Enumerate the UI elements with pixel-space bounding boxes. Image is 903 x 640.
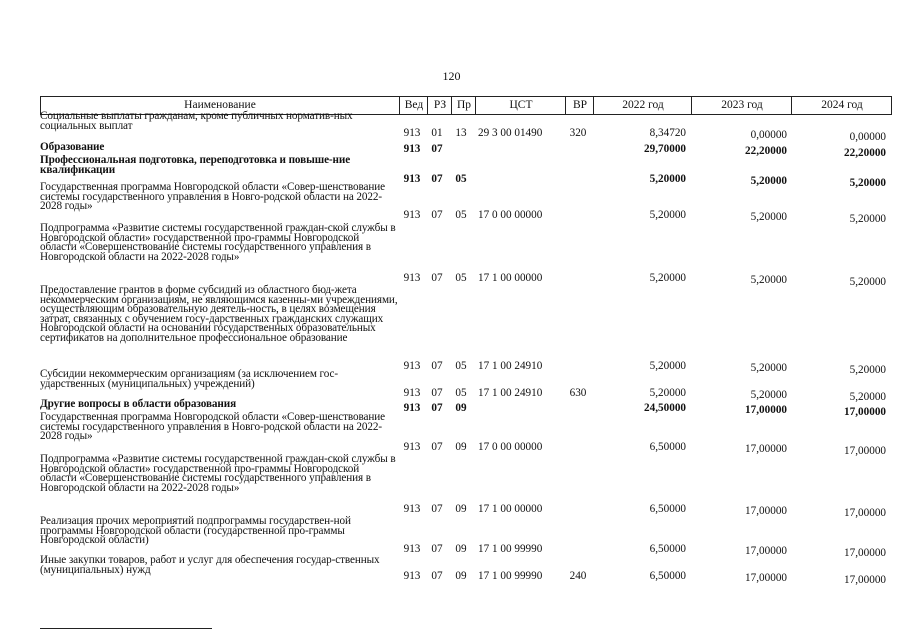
row-ved: 913 <box>403 503 421 515</box>
row-rz: 07 <box>431 441 443 453</box>
row-rz: 07 <box>431 173 443 185</box>
row-y2023: 17,00000 <box>745 404 787 416</box>
row-vr: 630 <box>569 387 587 399</box>
col-header-2023: 2023 год <box>691 97 792 114</box>
row-pr: 05 <box>455 272 467 284</box>
row-rz: 07 <box>431 570 443 582</box>
row-y2024: 17,00000 <box>844 406 886 418</box>
row-y2023: 22,20000 <box>745 145 787 157</box>
row-name: Государственная программа Новгородской области «Совер-шенствование системы государственного управления в Новго-родской области на 2022-2028 годы» <box>40 411 386 443</box>
row-name: Государственная программа Новгородской области «Совер-шенствование системы государственного управления в Новго-родской области на 2022-2028 годы» <box>40 181 386 213</box>
row-cst: 29 3 00 01490 <box>478 127 543 139</box>
row-pr: 09 <box>455 543 467 555</box>
row-y2023: 5,20000 <box>750 362 787 374</box>
col-header-vr: ВР <box>565 97 594 114</box>
row-cst: 17 1 00 99990 <box>478 543 543 555</box>
row-y2023: 5,20000 <box>750 274 787 286</box>
row-rz: 07 <box>431 402 443 414</box>
col-header-ved: Вед <box>399 97 428 114</box>
row-y2022: 29,70000 <box>644 143 686 155</box>
row-y2023: 5,20000 <box>750 211 787 223</box>
row-name: Субсидии некоммерческим организациям (за исключением гос-ударственных (муниципальных) учреждений) <box>40 368 338 390</box>
row-ved: 913 <box>403 143 421 155</box>
row-cst: 17 0 00 00000 <box>478 209 543 221</box>
row-ved: 913 <box>403 387 421 399</box>
row-cst: 17 1 00 00000 <box>478 272 543 284</box>
row-rz: 01 <box>431 127 443 139</box>
row-ved: 913 <box>403 441 421 453</box>
row-name: Реализация прочих мероприятий подпрограммы государствен-ной программы Новгородской области (государственной про-граммы Новгородской области) <box>40 515 351 547</box>
col-header-pr: Пр <box>451 97 476 114</box>
row-y2022: 6,50000 <box>649 503 686 515</box>
col-header-2024: 2024 год <box>791 97 892 114</box>
row-name: Подпрограмма «Развитие системы государственной граждан-ской службы в Новгородской области» государственной про-граммы Новгородской области «Совершенствование системы государственного управления в Новгородской области на 2022-2028 годы» <box>40 453 396 494</box>
row-pr: 05 <box>455 360 467 372</box>
row-ved: 913 <box>403 127 421 139</box>
row-y2024: 5,20000 <box>849 364 886 376</box>
row-y2023: 5,20000 <box>750 175 787 187</box>
row-ved: 913 <box>403 543 421 555</box>
row-y2024: 17,00000 <box>844 507 886 519</box>
row-pr: 09 <box>455 441 467 453</box>
row-rz: 07 <box>431 543 443 555</box>
row-y2023: 0,00000 <box>750 129 787 141</box>
row-y2024: 17,00000 <box>844 574 886 586</box>
col-header-name: Наименование <box>184 99 256 111</box>
row-pr: 13 <box>455 127 467 139</box>
row-y2022: 6,50000 <box>649 570 686 582</box>
row-y2024: 0,00000 <box>849 131 886 143</box>
row-y2022: 5,20000 <box>649 173 686 185</box>
row-ved: 913 <box>403 272 421 284</box>
row-ved: 913 <box>403 402 421 414</box>
row-rz: 07 <box>431 272 443 284</box>
row-cst: 17 1 00 99990 <box>478 570 543 582</box>
row-cst: 17 1 00 24910 <box>478 387 543 399</box>
row-y2023: 17,00000 <box>745 505 787 517</box>
row-y2024: 5,20000 <box>849 213 886 225</box>
row-vr: 240 <box>569 570 587 582</box>
row-y2023: 5,20000 <box>750 389 787 401</box>
row-cst: 17 1 00 24910 <box>478 360 543 372</box>
row-name: Подпрограмма «Развитие системы государственной граждан-ской службы в Новгородской области» государственной про-граммы Новгородской области «Совершенствование системы государственного управления в Новгородской области на 2022-2028 годы» <box>40 222 396 263</box>
row-pr: 09 <box>455 402 467 414</box>
row-pr: 05 <box>455 173 467 185</box>
row-vr: 320 <box>569 127 587 139</box>
row-rz: 07 <box>431 503 443 515</box>
row-y2022: 5,20000 <box>649 272 686 284</box>
row-y2024: 17,00000 <box>844 547 886 559</box>
row-pr: 05 <box>455 209 467 221</box>
row-rz: 07 <box>431 360 443 372</box>
row-y2022: 8,34720 <box>649 127 686 139</box>
row-name: Социальные выплаты гражданам, кроме публичных норматив-ных социальных выплат <box>40 110 353 132</box>
row-name: Другие вопросы в области образования <box>40 398 237 410</box>
row-y2024: 22,20000 <box>844 147 886 159</box>
row-y2023: 17,00000 <box>745 443 787 455</box>
row-rz: 07 <box>431 143 443 155</box>
row-cst: 17 1 00 00000 <box>478 503 543 515</box>
row-rz: 07 <box>431 209 443 221</box>
row-name: Предоставление грантов в форме субсидий из областного бюд-жета некоммерческим организациям, не являющимся казенны-ми учреждениями, осуществляющим образовательную деятель-ность, в целях возмещения затрат, связанных с обучением госу-дарственных гражданских служащих Новгородской области на основании государственных образовательных сертификатов на дополнительное профессиональное образование <box>40 284 398 344</box>
col-header-2022: 2022 год <box>593 97 692 114</box>
row-y2024: 5,20000 <box>849 177 886 189</box>
row-y2023: 17,00000 <box>745 545 787 557</box>
row-rz: 07 <box>431 387 443 399</box>
row-y2022: 6,50000 <box>649 543 686 555</box>
page-number: 120 <box>442 69 461 83</box>
row-y2024: 5,20000 <box>849 276 886 288</box>
row-ved: 913 <box>403 570 421 582</box>
col-header-cst: ЦСТ <box>475 97 566 114</box>
row-y2023: 17,00000 <box>745 572 787 584</box>
row-y2022: 5,20000 <box>649 387 686 399</box>
row-y2022: 5,20000 <box>649 360 686 372</box>
col-header-rz: РЗ <box>427 97 452 114</box>
row-y2022: 6,50000 <box>649 441 686 453</box>
row-pr: 05 <box>455 387 467 399</box>
row-cst: 17 0 00 00000 <box>478 441 543 453</box>
row-y2022: 5,20000 <box>649 209 686 221</box>
row-name: Профессиональная подготовка, переподготовка и повыше-ние квалификации <box>40 154 351 176</box>
row-ved: 913 <box>403 173 421 185</box>
row-y2022: 24,50000 <box>644 402 686 414</box>
row-pr: 09 <box>455 570 467 582</box>
row-y2024: 5,20000 <box>849 391 886 403</box>
row-name: Образование <box>40 141 105 153</box>
row-pr: 09 <box>455 503 467 515</box>
row-y2024: 17,00000 <box>844 445 886 457</box>
row-ved: 913 <box>403 209 421 221</box>
footnote-line <box>40 628 212 629</box>
row-ved: 913 <box>403 360 421 372</box>
row-name: Иные закупки товаров, работ и услуг для обеспечения государ-ственных (муниципальных) нужд <box>40 554 380 576</box>
